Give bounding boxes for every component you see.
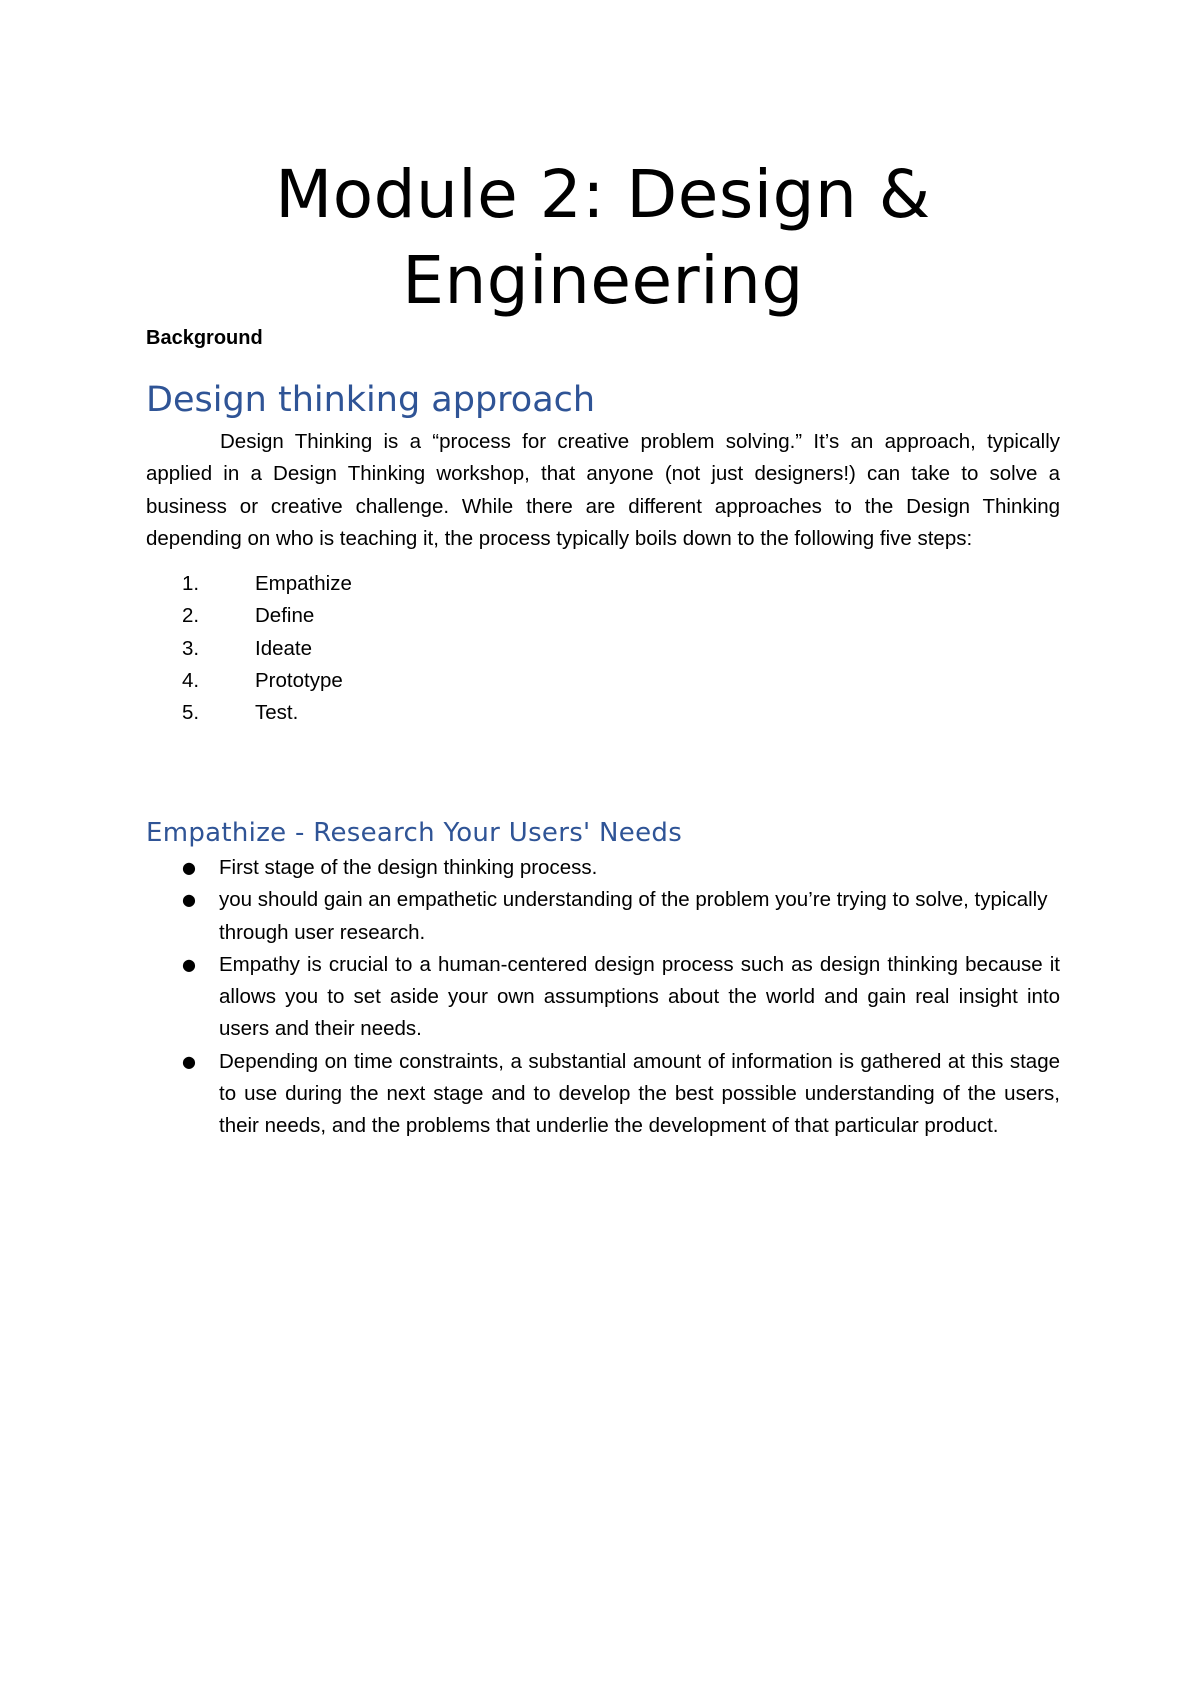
list-item-label: Ideate: [255, 636, 312, 660]
bullet-icon: ●: [182, 1051, 196, 1071]
steps-list: [146, 568, 352, 729]
list-item: [146, 697, 352, 729]
list-item: [146, 1046, 1060, 1143]
list-number: 2.: [182, 604, 200, 628]
bullet-text: Depending on time constraints, a substantial amount of information is gathered at this stage to use during the next stage and to develop the best possible understanding of the users, their needs, and the problems that underlie the development of that particular product.: [219, 1049, 1060, 1138]
list-item: [146, 568, 352, 600]
list-item: [146, 884, 1060, 949]
list-number: 3.: [182, 636, 200, 660]
list-number: 4.: [182, 668, 200, 692]
bullet-icon: ●: [182, 954, 196, 974]
list-item: [146, 949, 1060, 1046]
list-item: [146, 852, 1060, 884]
list-item-label: Prototype: [255, 668, 343, 692]
bullet-text: you should gain an empathetic understanding of the problem you’re trying to solve, typically: [219, 888, 1048, 912]
bullet-text: First stage of the design thinking process.: [219, 856, 598, 879]
list-item: [146, 633, 352, 665]
background-label: Background: [146, 327, 263, 349]
list-item: [146, 665, 352, 697]
list-item: [146, 600, 352, 632]
bullet-text: Empathy is crucial to a human-centered design process such as design thinking because it allows you to set aside your own assumptions about the world and gain real insight into users and their needs.: [219, 952, 1060, 1041]
list-item-label: Test.: [255, 701, 299, 725]
list-item-label: Empathize: [255, 572, 352, 595]
list-number: 5.: [182, 701, 200, 725]
list-item-label: Define: [255, 604, 315, 628]
list-number: 1.: [182, 572, 200, 595]
empathize-bullet-list: [146, 852, 1060, 1143]
bullet-icon: ●: [182, 858, 196, 877]
document-title: Module 2: Design & Engineering: [275, 156, 931, 319]
section-heading-design-thinking: Design thinking approach: [146, 380, 596, 420]
bullet-text-continuation: through user research.: [219, 920, 426, 944]
intro-paragraph: Design Thinking is a “process for creative problem solving.” It’s an approach, typically applied in a Design Thinking workshop, that anyone (not just designers!) can take to solve a business or creative challenge. While there are different approaches to the Design Thinking depending on who is teaching it, the process typically boils down to the following five steps:: [146, 430, 1060, 550]
section-heading-empathize: Empathize - Research Your Users' Needs: [146, 818, 683, 848]
bullet-icon: ●: [182, 890, 196, 910]
